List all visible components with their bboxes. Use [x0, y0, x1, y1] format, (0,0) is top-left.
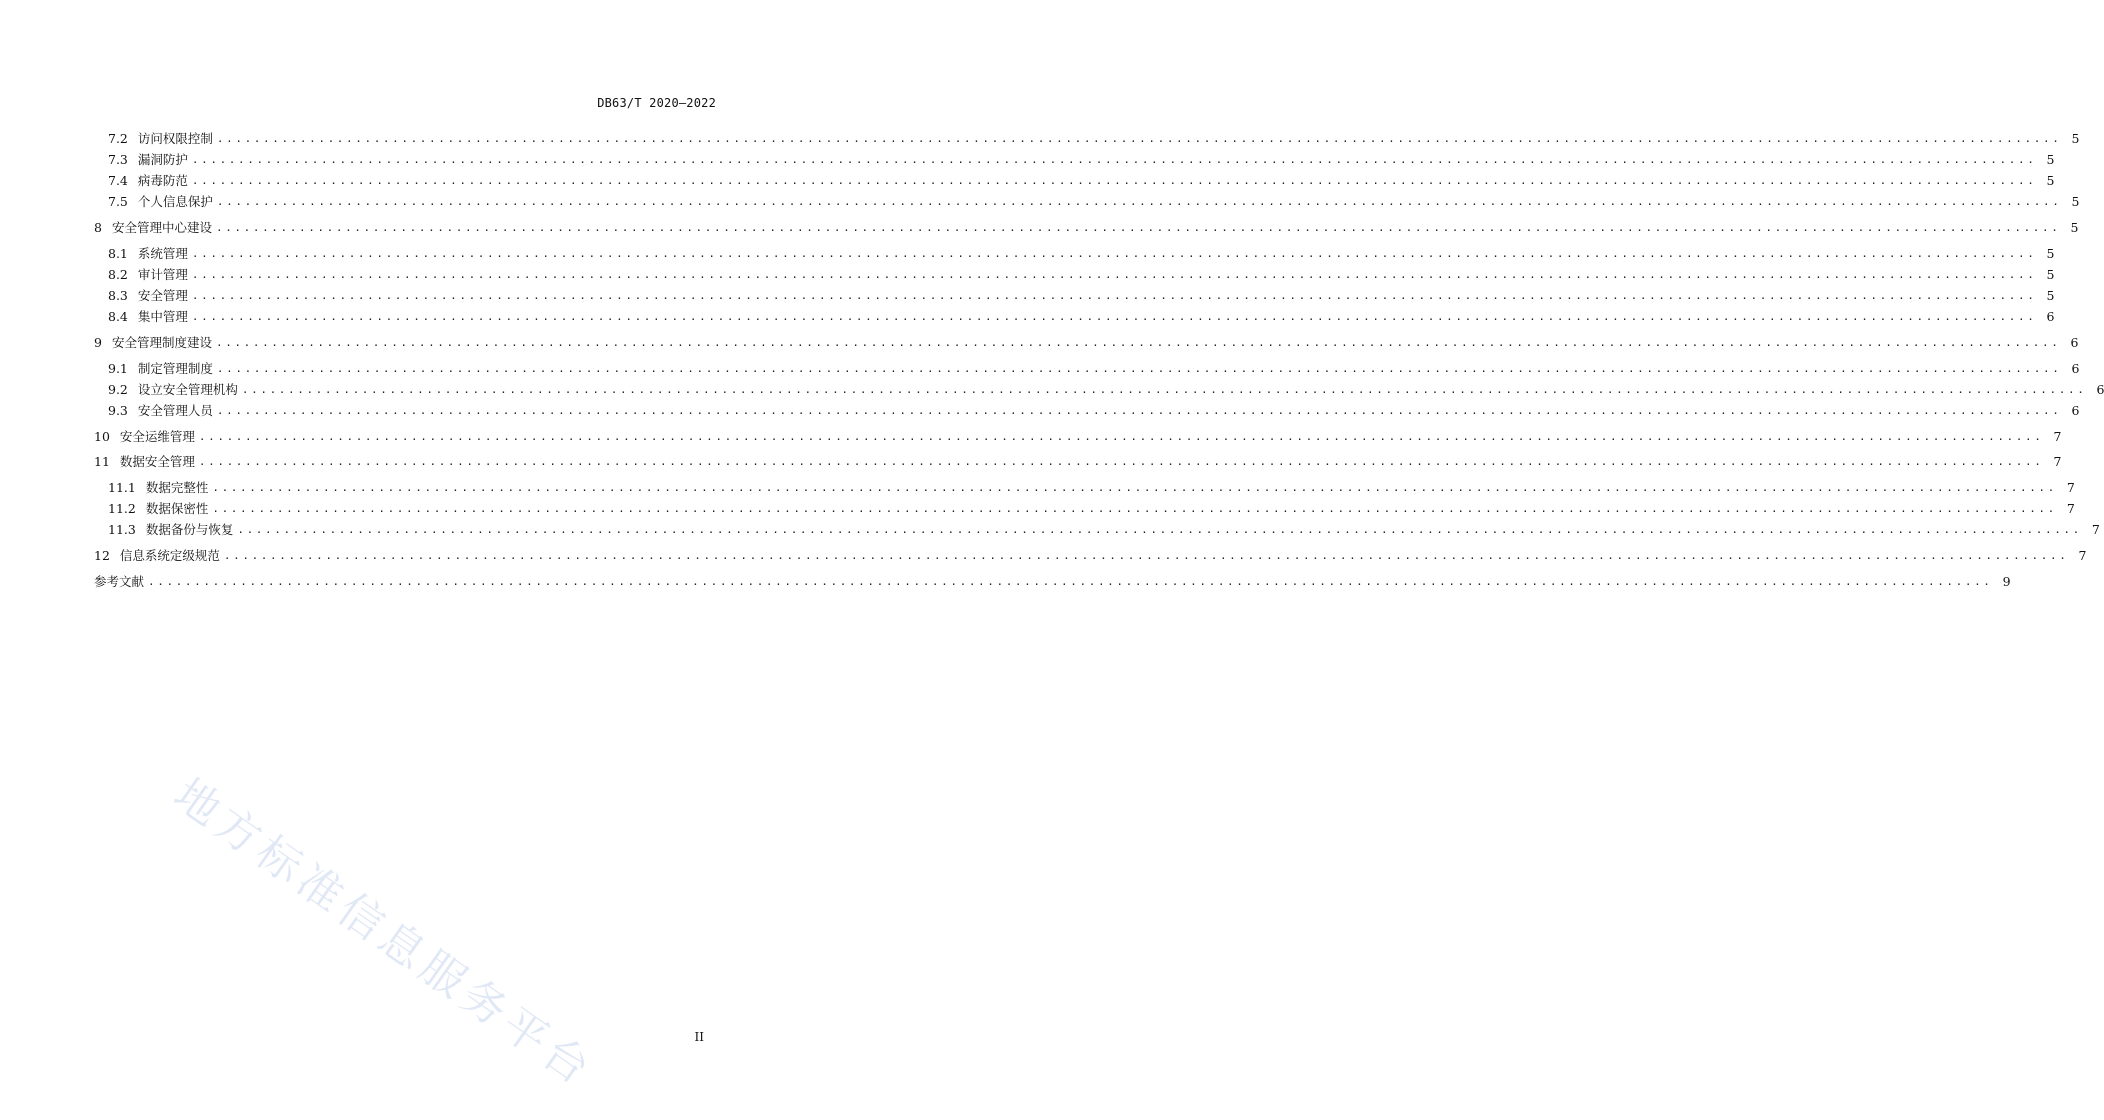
toc-entry-title: 安全管理中心建设 [111, 220, 212, 235]
toc-entry-page: 5 [2071, 193, 2080, 209]
toc-entry-page: 7 [2066, 479, 2075, 495]
toc-entry-title: 数据安全管理 [119, 454, 195, 469]
toc-entry-page: 7 [2066, 500, 2075, 516]
toc-entry-number: 8.4 [108, 308, 128, 324]
toc-entry-number: 8.1 [108, 245, 128, 261]
toc-entry-number: 7.5 [108, 193, 128, 209]
toc-entry [0, 452, 2062, 470]
toc-entry [0, 218, 2079, 236]
toc-entry-title: 参考文献 [94, 574, 145, 589]
toc-entry [0, 546, 2087, 564]
toc-dot-leader: ........................................................................................................................................................................................................ [216, 403, 2062, 417]
toc-entry-title: 设立安全管理机构 [137, 382, 238, 397]
toc-entry-title: 数据完整性 [145, 480, 209, 495]
toc-entry [0, 333, 2079, 351]
toc-entry [0, 572, 2011, 590]
toc-entry-title: 集中管理 [137, 309, 188, 324]
toc-entry-title: 安全管理制度建设 [111, 335, 212, 350]
toc-dot-leader: ........................................................................................................................................................................................................ [237, 522, 2082, 536]
toc-entry [0, 150, 2055, 168]
toc-entry-page: 7 [2078, 547, 2087, 563]
toc-dot-leader: ........................................................................................................................................................................................................ [148, 574, 1993, 588]
toc-entry-page: 6 [2046, 308, 2055, 324]
toc-entry-number: 11.2 [108, 500, 136, 516]
toc-entry [0, 129, 2080, 147]
toc-dot-leader: ........................................................................................................................................................................................................ [216, 361, 2062, 375]
toc-entry-title: 个人信息保护 [137, 194, 213, 209]
toc-entry [0, 244, 2055, 262]
toc-entry [0, 427, 2062, 445]
toc-entry [0, 171, 2055, 189]
toc-dot-leader: ........................................................................................................................................................................................................ [198, 454, 2044, 468]
toc-entry [0, 380, 2104, 398]
toc-entry-title: 制定管理制度 [137, 361, 213, 376]
toc-entry-page: 7 [2053, 428, 2062, 444]
toc-entry [0, 520, 2100, 538]
toc-entry-number: 9.2 [108, 381, 128, 397]
toc-entry-page: 6 [2071, 402, 2080, 418]
toc-entry-page: 6 [2096, 381, 2104, 397]
toc-dot-leader: ........................................................................................................................................................................................................ [191, 267, 2037, 281]
toc-entry-page: 5 [2046, 172, 2055, 188]
toc-entry-title: 访问权限控制 [137, 131, 213, 146]
toc-entry-number: 9.1 [108, 360, 128, 376]
toc-entry-page: 7 [2053, 453, 2062, 469]
toc-entry [0, 401, 2080, 419]
toc-entry-title: 安全管理人员 [137, 403, 213, 418]
toc-entry-page: 5 [2046, 287, 2055, 303]
page-number: II [694, 1030, 704, 1044]
toc-entry-title: 系统管理 [137, 246, 188, 261]
toc-entry-number: 8.2 [108, 266, 128, 282]
document-code: DB63/T 2020—2022 [597, 96, 716, 110]
toc-dot-leader: ........................................................................................................................................................................................................ [191, 152, 2037, 166]
toc-entry-page: 5 [2046, 266, 2055, 282]
toc-entry-title: 漏洞防护 [137, 152, 188, 167]
toc-dot-leader: ........................................................................................................................................................................................................ [241, 382, 2087, 396]
toc-entry-number: 8.3 [108, 287, 128, 303]
toc-entry-number: 11 [94, 453, 110, 469]
toc-entry-number: 10 [94, 428, 110, 444]
toc-entry-title: 病毒防范 [137, 173, 188, 188]
toc-entry-title: 安全运维管理 [119, 429, 195, 444]
toc-entry-number: 8 [94, 219, 102, 235]
toc-dot-leader: ........................................................................................................................................................................................................ [198, 429, 2044, 443]
toc-entry-page: 6 [2071, 360, 2080, 376]
toc-dot-leader: ........................................................................................................................................................................................................ [191, 309, 2037, 323]
toc-entry-page: 7 [2091, 521, 2100, 537]
toc-dot-leader: ........................................................................................................................................................................................................ [191, 173, 2037, 187]
toc-entry-number: 11.1 [108, 479, 136, 495]
toc-dot-leader: ........................................................................................................................................................................................................ [216, 131, 2062, 145]
toc-entry [0, 478, 2075, 496]
toc-entry-number: 7.3 [108, 151, 128, 167]
toc-entry [0, 286, 2055, 304]
toc-entry-title: 数据保密性 [145, 501, 209, 516]
toc-dot-leader: ........................................................................................................................................................................................................ [191, 246, 2037, 260]
toc-entry-title: 安全管理 [137, 288, 188, 303]
toc-entry-page: 5 [2070, 219, 2079, 235]
toc-entry-number: 7.4 [108, 172, 128, 188]
toc-entry-number: 11.3 [108, 521, 136, 537]
toc-entry [0, 192, 2080, 210]
toc-entry-number: 9.3 [108, 402, 128, 418]
toc-entry-number: 9 [94, 334, 102, 350]
toc-entry-page: 5 [2046, 245, 2055, 261]
toc-entry [0, 307, 2055, 325]
toc-entry-title: 信息系统定级规范 [119, 548, 220, 563]
watermark: 地方标准信息服务平台 [164, 769, 604, 1098]
toc-dot-leader: ........................................................................................................................................................................................................ [191, 288, 2037, 302]
toc-entry-page: 6 [2070, 334, 2079, 350]
toc-entry-title: 数据备份与恢复 [145, 522, 234, 537]
toc-entry-page: 5 [2046, 151, 2055, 167]
toc-entry-title: 审计管理 [137, 267, 188, 282]
toc-entry-page: 5 [2071, 130, 2080, 146]
toc-entry [0, 499, 2075, 517]
toc-dot-leader: ........................................................................................................................................................................................................ [215, 335, 2061, 349]
toc-entry-page: 9 [2002, 573, 2011, 589]
toc-entry-number: 7.2 [108, 130, 128, 146]
toc-entry [0, 359, 2080, 377]
toc-dot-leader: ........................................................................................................................................................................................................ [215, 220, 2061, 234]
toc-dot-leader: ........................................................................................................................................................................................................ [212, 480, 2057, 494]
toc-dot-leader: ........................................................................................................................................................................................................ [223, 548, 2069, 562]
toc-entry [0, 265, 2055, 283]
toc-entry-number: 12 [94, 547, 110, 563]
toc-dot-leader: ........................................................................................................................................................................................................ [216, 194, 2062, 208]
toc-dot-leader: ........................................................................................................................................................................................................ [212, 501, 2057, 515]
